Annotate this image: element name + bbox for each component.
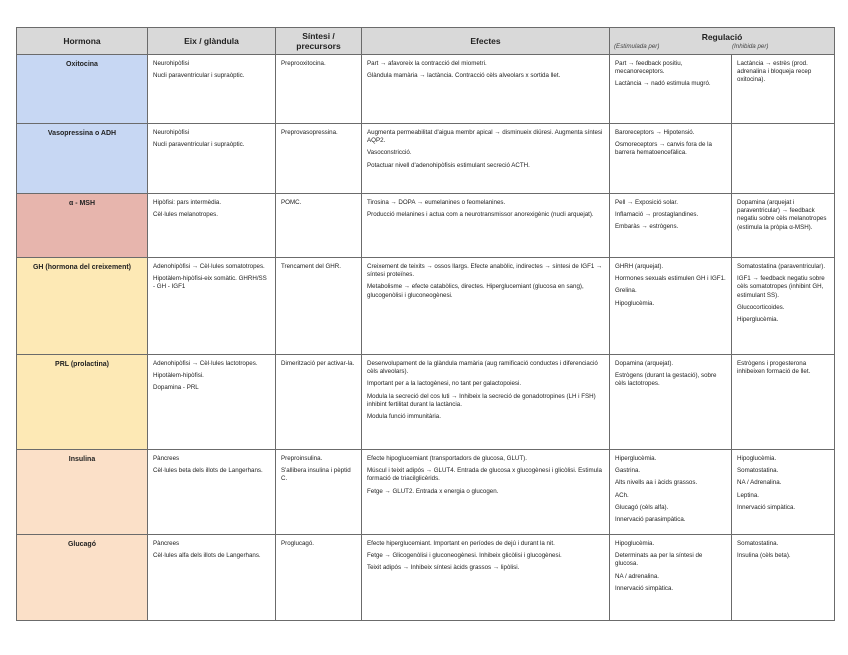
- table-row: [17, 124, 835, 194]
- eix-cell: [148, 124, 276, 194]
- eix-cell-line: Adenohipòfisi → Cèl·lules lactotropes.: [153, 360, 258, 367]
- header-eix: Eix / glàndula: [148, 28, 276, 55]
- inhibida-cell-line: Hipoglucèmia.: [737, 455, 777, 462]
- efectes-cell-line: Múscul i teixit adipós → GLUT4. Entrada de glucosa x glucogènesi i glicòlisi. Estimula formació de triacilglicèrids.: [367, 467, 602, 483]
- estimulada-cell: [610, 355, 732, 450]
- inhibida-cell-line: Estrògens i progesterona inhibeixen formació de llet.: [737, 360, 811, 376]
- hormone-table: [16, 27, 835, 621]
- estimulada-cell-line: Lactància → nadó estimula mugró.: [615, 80, 711, 88]
- eix-cell-line: Pàncrees: [153, 540, 180, 547]
- estimulada-cell: [610, 258, 732, 355]
- estimulada-cell-line: Estrògens (durant la gestació), sobre cèls lactotropes.: [615, 372, 717, 388]
- eix-cell: [148, 258, 276, 355]
- efectes-cell-line: Fetge → GLUT2. Entrada x energia o glucogen.: [367, 487, 499, 495]
- estimulada-cell-line: Osmoreceptors → canvis fora de la barrera hematoencefàlica.: [615, 141, 712, 157]
- hormone-name-cell: PRL (prolactina): [17, 355, 148, 450]
- inhibida-cell-line: Glucocorticoides.: [737, 303, 785, 311]
- sintesi-cell-line: S'allibera insulina i pèptid C.: [281, 467, 351, 483]
- inhibida-cell-line: Leptina.: [737, 491, 760, 499]
- efectes-cell-line: Tirosina → DOPA → eumelanines o feomelanines.: [367, 199, 506, 206]
- header-sintesi: Síntesi / precursors: [276, 28, 362, 55]
- sintesi-cell-line: Preprooxitocina.: [281, 60, 326, 67]
- inhibida-cell: [732, 535, 835, 621]
- efectes-cell: [362, 55, 610, 124]
- inhibida-cell: [732, 355, 835, 450]
- inhibida-cell-line: Insulina (cèls beta).: [737, 552, 791, 560]
- efectes-cell-line: Augmenta permeabilitat d'aigua membr apical → disminueix diüresi. Augmenta síntesi AQP2.: [367, 129, 603, 145]
- inhibida-cell-line: Somatostatina.: [737, 540, 779, 547]
- estimulada-cell-line: Embaràs → estrògens.: [615, 223, 679, 231]
- estimulada-cell-line: Grelina.: [615, 287, 637, 295]
- eix-cell-line: Neurohipòfisi: [153, 129, 190, 136]
- estimulada-cell-line: Determinats aa per la síntesi de glucosa.: [615, 552, 703, 568]
- eix-cell-line: Hipòfisi: pars intermèdia.: [153, 199, 222, 206]
- estimulada-cell-line: Dopamina (arquejat).: [615, 360, 674, 367]
- sintesi-cell-line: Trencament del GHR.: [281, 263, 341, 270]
- sintesi-cell: [276, 194, 362, 258]
- efectes-cell-line: Modula la secreció del cos luti → Inhibeix la secreció de gonadotropines (LH i FSH) inhibint fertilitat durant la lactància.: [367, 392, 596, 408]
- eix-cell: [148, 355, 276, 450]
- header-regulacio: [610, 28, 835, 55]
- estimulada-cell-line: Hipoglucèmia.: [615, 299, 655, 307]
- sintesi-cell: [276, 258, 362, 355]
- efectes-cell-line: Creixement de teixits → ossos llargs. Efecte anabòlic, indirectes → síntesi de IGF1 → síntesi proteïnes.: [367, 263, 603, 279]
- efectes-cell-line: Glàndula mamària → lactància. Contracció cèls alveolars x sortida llet.: [367, 72, 561, 80]
- efectes-cell-line: Teixit adipós → Inhibeix síntesi àcids grassos → lipòlisi.: [367, 564, 520, 572]
- estimulada-cell-line: Hipoglucèmia.: [615, 540, 655, 547]
- sintesi-cell-line: POMC.: [281, 199, 302, 206]
- table-row: [17, 450, 835, 535]
- efectes-cell: [362, 194, 610, 258]
- estimulada-cell-line: Alts nivells aa i àcids grassos.: [615, 479, 698, 487]
- efectes-cell: [362, 535, 610, 621]
- eix-cell-line: Cèl·lules beta dels illots de Langerhans.: [153, 467, 263, 475]
- efectes-cell-line: Important per a la lactogènesi, no tant per galactopoiesi.: [367, 380, 522, 388]
- header-hormona: Hormona: [17, 28, 148, 55]
- estimulada-cell: [610, 535, 732, 621]
- eix-cell-line: Cèl·lules alfa dels illots de Langerhans.: [153, 552, 261, 560]
- eix-cell-line: Nucli paraventricular i supraòptic.: [153, 72, 245, 80]
- hormone-name-cell: Insulina: [17, 450, 148, 535]
- eix-cell: [148, 450, 276, 535]
- eix-cell-line: Hipotàlem-hipòfisi-eix somàtic. GHRH/SS - GH - IGF1: [153, 275, 267, 291]
- inhibida-cell-line: Hiperglucèmia.: [737, 316, 779, 324]
- eix-cell-line: Hipotàlem-hipòfisi.: [153, 372, 204, 380]
- efectes-cell: [362, 450, 610, 535]
- estimulada-cell-line: ACh.: [615, 491, 629, 499]
- efectes-cell-line: Modula funció immunitària.: [367, 413, 441, 421]
- estimulada-cell-line: Glucagó (cèls alfa).: [615, 503, 669, 511]
- efectes-cell-line: Potactuar nivell d'adenohipòfisis estimulant secreció ACTH.: [367, 161, 530, 169]
- header-inhibida: (Inhibida per): [732, 43, 769, 50]
- sintesi-cell: [276, 535, 362, 621]
- hormone-name-cell: GH (hormona del creixement): [17, 258, 148, 355]
- inhibida-cell: [732, 124, 835, 194]
- inhibida-cell-line: NA / Adrenalina.: [737, 479, 782, 487]
- efectes-cell: [362, 355, 610, 450]
- hormone-name-cell: Glucagó: [17, 535, 148, 621]
- estimulada-cell-line: Hormones sexuals estimulen GH i IGF1.: [615, 275, 726, 283]
- estimulada-cell-line: Gastrina.: [615, 467, 641, 475]
- estimulada-cell-line: Innervació simpàtica.: [615, 584, 674, 592]
- sintesi-cell-line: Proglucagó.: [281, 540, 315, 547]
- table-row: [17, 535, 835, 621]
- hormone-name-cell: Vasopressina o ADH: [17, 124, 148, 194]
- sintesi-cell-line: Preprovasopressina.: [281, 129, 338, 136]
- efectes-cell-line: Part → afavoreix la contracció del miometri.: [367, 60, 487, 67]
- efectes-cell-line: Efecte hiperglucemiant. Important en períodes de dejú i durant la nit.: [367, 540, 555, 547]
- sintesi-cell: [276, 450, 362, 535]
- inhibida-cell-line: Innervació simpàtica.: [737, 503, 796, 511]
- inhibida-cell: [732, 258, 835, 355]
- efectes-cell: [362, 258, 610, 355]
- efectes-cell-line: Producció melanines i actua com a neurotransmissor anorexigènic (nucli arquejat).: [367, 211, 594, 219]
- estimulada-cell: [610, 194, 732, 258]
- estimulada-cell-line: Baroreceptors → Hipotensió.: [615, 129, 695, 136]
- sintesi-cell-line: Dimerització per activar-la.: [281, 360, 355, 367]
- inhibida-cell-line: Lactància → estrès (prod. adrenalina i bloqueja recep oxitocina).: [737, 60, 812, 84]
- estimulada-cell-line: NA / adrenalina.: [615, 572, 660, 580]
- inhibida-cell: [732, 55, 835, 124]
- hormone-name-cell: Oxitocina: [17, 55, 148, 124]
- estimulada-cell: [610, 450, 732, 535]
- efectes-cell-line: Efecte hipoglucemiant (transportadors de glucosa, GLUT).: [367, 455, 527, 462]
- sintesi-cell: [276, 355, 362, 450]
- inhibida-cell-line: Somatostatina.: [737, 467, 779, 475]
- eix-cell-line: Neurohipòfisi: [153, 60, 190, 67]
- estimulada-cell-line: Innervació parasimpàtica.: [615, 516, 686, 524]
- efectes-cell-line: Desenvolupament de la glàndula mamària (aug ramificació conductes i diferenciació cèls alveolars).: [367, 360, 598, 376]
- estimulada-cell-line: Part → feedback positiu, mecanoreceptors.: [615, 60, 683, 76]
- table-row: [17, 258, 835, 355]
- eix-cell-line: Cèl·lules melanotropes.: [153, 211, 218, 219]
- eix-cell-line: Dopamina - PRL: [153, 384, 199, 392]
- efectes-cell-line: Fetge → Glicogenòlisi i gluconeogènesi. Inhibeix glicòlisi i glucogènesi.: [367, 552, 562, 560]
- table-row: [17, 355, 835, 450]
- sintesi-cell-line: Preproinsulina.: [281, 455, 323, 462]
- estimulada-cell: [610, 124, 732, 194]
- header-row: [17, 28, 835, 55]
- eix-cell: [148, 535, 276, 621]
- estimulada-cell-line: Inflamació → prostaglandines.: [615, 211, 699, 219]
- sintesi-cell: [276, 55, 362, 124]
- hormone-table-page: [16, 27, 834, 621]
- table-row: [17, 194, 835, 258]
- table-row: [17, 55, 835, 124]
- table-body: [17, 55, 835, 621]
- eix-cell-line: Pàncrees: [153, 455, 180, 462]
- inhibida-cell-line: IGF1 → feedback negatiu sobre cèls somatotropes (inhibint GH, estimulant SS).: [737, 275, 825, 299]
- inhibida-cell-line: Dopamina (arquejat i paraventricular) → feedback negatiu sobre cèls melanotropes (estimula la pròpia α-MSH).: [737, 199, 827, 231]
- efectes-cell-line: Vasoconstricció.: [367, 149, 412, 157]
- hormone-name-cell: α - MSH: [17, 194, 148, 258]
- estimulada-cell-line: Pell → Exposició solar.: [615, 199, 678, 206]
- efectes-cell-line: Metabolisme → efecte catabòlics, directes. Hiperglucemiant (glucosa en sang), glucogenòlisi i gluconeogènesi.: [367, 283, 584, 299]
- estimulada-cell-line: Hiperglucèmia.: [615, 455, 657, 462]
- estimulada-cell-line: GHRH (arquejat).: [615, 263, 664, 270]
- inhibida-cell-line: Somatostatina (paraventricular).: [737, 263, 826, 270]
- eix-cell: [148, 55, 276, 124]
- header-estimulada: (Estimulada per): [614, 43, 660, 50]
- sintesi-cell: [276, 124, 362, 194]
- inhibida-cell: [732, 450, 835, 535]
- header-efectes: Efectes: [362, 28, 610, 55]
- inhibida-cell: [732, 194, 835, 258]
- eix-cell-line: Adenohipòfisi → Cèl·lules somatotropes.: [153, 263, 265, 270]
- eix-cell: [148, 194, 276, 258]
- eix-cell-line: Nucli paraventricular i supraòptic.: [153, 141, 245, 149]
- header-regulacio-title: Regulació: [701, 32, 743, 42]
- estimulada-cell: [610, 55, 732, 124]
- efectes-cell: [362, 124, 610, 194]
